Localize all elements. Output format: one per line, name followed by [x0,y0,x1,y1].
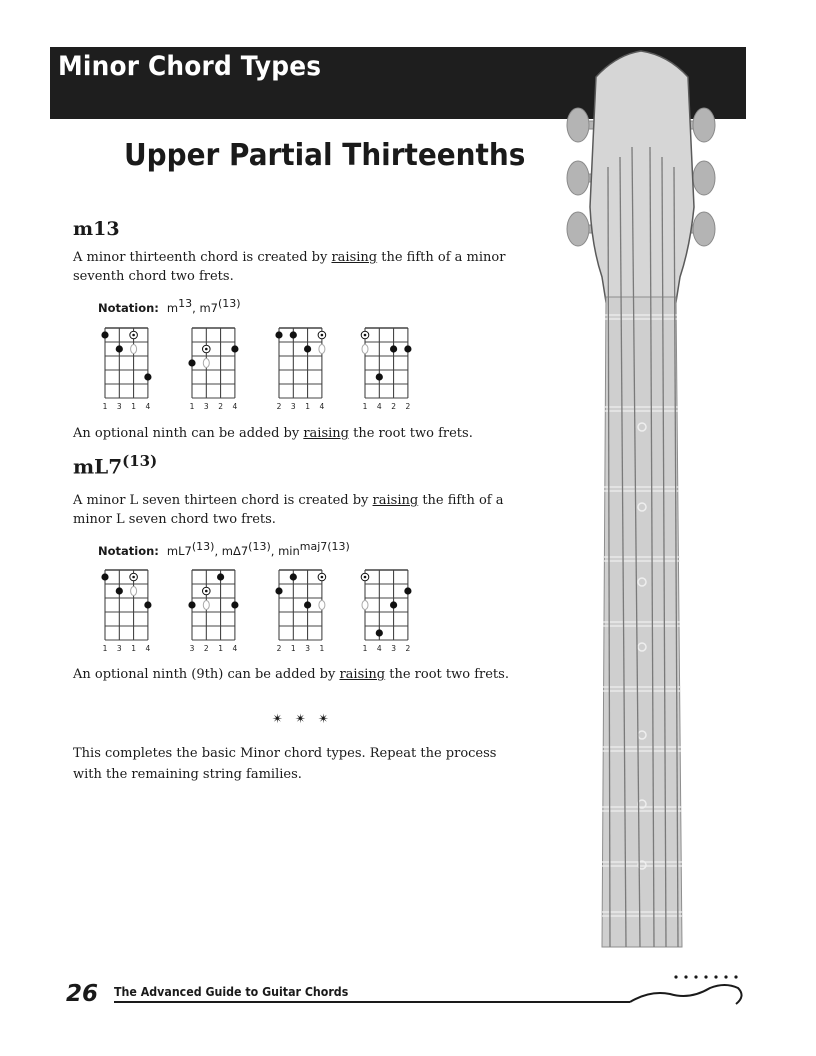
finger-number: 1 [305,402,310,411]
finger-dot [217,573,224,580]
guitar-neck-illustration [556,47,746,952]
finger-number: 1 [102,644,108,653]
finger-number: 3 [203,402,209,411]
footer-guitar-flourish-icon [110,970,750,1010]
finger-dot [376,373,383,380]
ghost-dot [319,345,325,354]
finger-number: 4 [232,644,238,653]
finger-number: 2 [391,402,396,411]
finger-dot [101,331,108,338]
finger-dot [304,601,311,608]
finger-number: 3 [189,644,195,653]
m13-heading: m13 [73,218,120,240]
finger-dot [116,587,123,594]
finger-number: 2 [405,644,411,653]
finger-number: 1 [290,644,296,653]
finger-dot [304,345,311,352]
section-divider: ✴ ✴ ✴ [272,712,333,727]
finger-dot [404,345,411,352]
finger-number: 4 [376,644,382,653]
finger-dot [275,587,282,594]
ghost-dot [319,601,325,610]
finger-dot [144,373,151,380]
finger-number: 1 [362,644,368,653]
finger-number: 1 [102,402,108,411]
ml7-13-notation: Notation: mL7$^{(13)}$, mΔ7$^{(13)}$, $\min^{maj7(13)}$ [98,540,350,558]
finger-number: 2 [405,402,411,411]
chord-diagram [98,568,158,653]
finger-number: 1 [131,644,136,653]
notation-symbol: mL7$^{(13)}$, [166,540,222,558]
finger-dot [188,359,195,366]
finger-dot [275,331,282,338]
ghost-dot [362,345,368,354]
chord-diagram [98,326,158,411]
ml7-13-optional-ninth-note: An optional ninth (9th) can be added by raising the root two frets. [73,667,509,682]
finger-number: 1 [218,644,223,653]
ml7-13-description: A minor L seven thirteen chord is created by raising the fifth of a minor L seven chord two frets. [73,493,504,527]
raising-term: raising [331,250,378,265]
chord-diagram [358,326,418,411]
finger-number: 2 [203,644,209,653]
finger-number: 2 [276,644,282,653]
finger-number: 1 [319,644,325,653]
chord-diagram [358,568,418,653]
finger-number: 4 [232,402,238,411]
finger-dot [390,345,397,352]
finger-dot [144,601,151,608]
finger-number: 3 [290,402,296,411]
notation-symbol: $m^{13}$, [166,297,200,315]
section-title: Upper Partial Thirteenths [124,138,526,173]
notation-symbol: $\min^{maj7(13)}$ [278,540,350,558]
finger-dot [390,601,397,608]
notation-symbol: m7$^{(13)}$ [199,297,241,315]
finger-dot [290,331,297,338]
finger-dot [116,345,123,352]
ghost-dot [131,345,137,354]
chapter-title: Minor Chord Types [58,51,322,82]
ghost-dot [203,359,209,368]
m13-notation: Notation: $m^{13}$, m7$^{(13)}$ [98,297,241,315]
chord-diagram [185,326,245,411]
finger-number: 2 [218,402,223,411]
chord-diagram [272,568,332,653]
ghost-dot [362,601,368,610]
finger-dot [231,345,238,352]
finger-dot [188,601,195,608]
finger-number: 2 [276,402,282,411]
finger-number: 4 [376,402,382,411]
finger-dot [231,601,238,608]
finger-number: 1 [362,402,368,411]
finger-number: 4 [319,402,325,411]
finger-number: 1 [189,402,195,411]
page-number: 26 [66,981,99,1007]
chord-diagram [185,568,245,653]
closing-paragraph: This completes the basic Minor chord types. Repeat the process with the remaining string families. [73,746,497,782]
finger-number: 3 [116,402,122,411]
ghost-dot [203,601,209,610]
finger-number: 3 [391,644,396,653]
finger-dot [101,573,108,580]
finger-number: 1 [131,402,136,411]
finger-dot [290,573,297,580]
finger-number: 4 [145,644,151,653]
finger-dot [376,629,383,636]
ghost-dot [131,587,137,596]
book-title: The Advanced Guide to Guitar Chords [114,985,349,999]
m13-description: A minor thirteenth chord is created by raising the fifth of a minor seventh chord two frets. [73,250,506,284]
finger-number: 3 [305,644,310,653]
notation-symbol: mΔ7$^{(13)}$, [221,540,279,558]
finger-number: 3 [116,644,122,653]
ml7-13-heading: mL7$^{(13)}$ [73,452,158,479]
m13-optional-ninth-note: An optional ninth can be added by raising the root two frets. [73,426,473,441]
finger-dot [404,587,411,594]
chord-diagram [272,326,332,411]
finger-number: 4 [145,402,151,411]
